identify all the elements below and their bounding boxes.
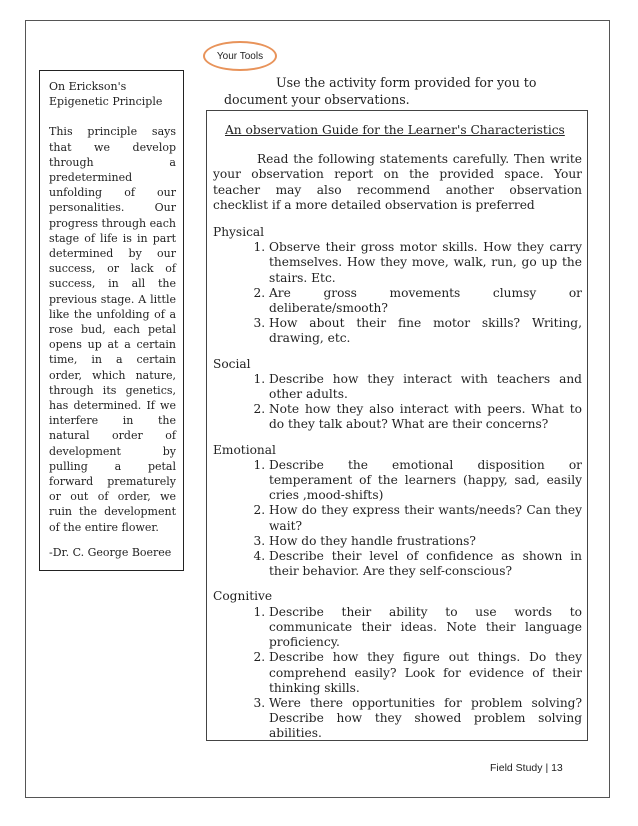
section-emotional	[213, 443, 582, 580]
section-social	[213, 357, 582, 433]
sidebar-attribution: -Dr. C. George Boeree	[49, 545, 172, 559]
section-heading: Cognitive	[213, 589, 273, 604]
section-list	[213, 372, 582, 433]
list-item: 1. Describe the emotional disposition or temperament of the learners (happy, sad, easily cries ,mood-shifts)	[269, 458, 582, 504]
list-item: 4. Describe their level of confidence as shown in their behavior. Are they self-conscious?	[269, 549, 582, 579]
your-tools-label: Your Tools	[216, 50, 264, 62]
erickson-sidebar	[39, 70, 184, 571]
intro-text-content: Use the activity form provided for you to document your observations.	[224, 75, 537, 107]
section-heading: Social	[213, 356, 251, 371]
sidebar-title-line2: Epigenetic Principle	[49, 95, 163, 109]
list-item: 2. Are gross movements clumsy or deliberate/smooth?	[269, 286, 582, 316]
list-item: 3. How about their fine motor skills? Writing, drawing, etc.	[269, 316, 582, 346]
guide-title: An observation Guide for the Learner's Characteristics	[225, 123, 565, 137]
page-footer: Field Study | 13	[490, 762, 563, 774]
sidebar-title-line1: On Erickson's	[49, 80, 127, 93]
list-item: 1. Observe their gross motor skills. How they carry themselves. How they move, walk, run, go up the stairs. Etc.	[269, 240, 582, 286]
guide-sections	[213, 225, 582, 742]
observation-guide	[206, 110, 588, 741]
list-item: 2. How do they express their wants/needs? Can they wait?	[269, 503, 582, 533]
list-item: 1. Describe their ability to use words to communicate their ideas. Note their language proficiency.	[269, 605, 582, 651]
your-tools-badge	[203, 41, 277, 71]
section-cognitive	[213, 589, 582, 741]
section-physical	[213, 225, 582, 347]
section-list	[213, 605, 582, 742]
section-heading: Physical	[213, 225, 265, 240]
list-item: 3. How do they handle frustrations?	[269, 534, 582, 549]
list-item: 3. Were there opportunities for problem solving? Describe how they showed problem solving abilities.	[269, 696, 582, 742]
section-list	[213, 458, 582, 580]
intro-text	[224, 74, 576, 108]
guide-instructions: Read the following statements carefully. Then write your observation report on the provided space. Your teacher may also recommend another observation checklist if a more detailed observation is preferred	[213, 152, 582, 212]
sidebar-title	[49, 79, 176, 109]
section-list	[213, 240, 582, 346]
list-item: 1. Describe how they interact with teachers and other adults.	[269, 372, 582, 402]
list-item: 2. Describe how they figure out things. Do they comprehend easily? Look for evidence of their thinking skills.	[269, 650, 582, 696]
section-heading: Emotional	[213, 442, 276, 457]
sidebar-body: This principle says that we develop through a predetermined unfolding of our personalities. Our progress through each stage of life is in part determined by our success, or lack of success, in all the previous stage. A little like the unfolding of a rose bud, each petal opens up at a certain time, in a certain order, which nature, through its genetics, has determined. If we interfere in the natural order of development by pulling a petal forward prematurely or out of order, we ruin the development of the entire flower.	[49, 125, 176, 534]
list-item: 2. Note how they also interact with peers. What to do they talk about? What are their concerns?	[269, 402, 582, 432]
